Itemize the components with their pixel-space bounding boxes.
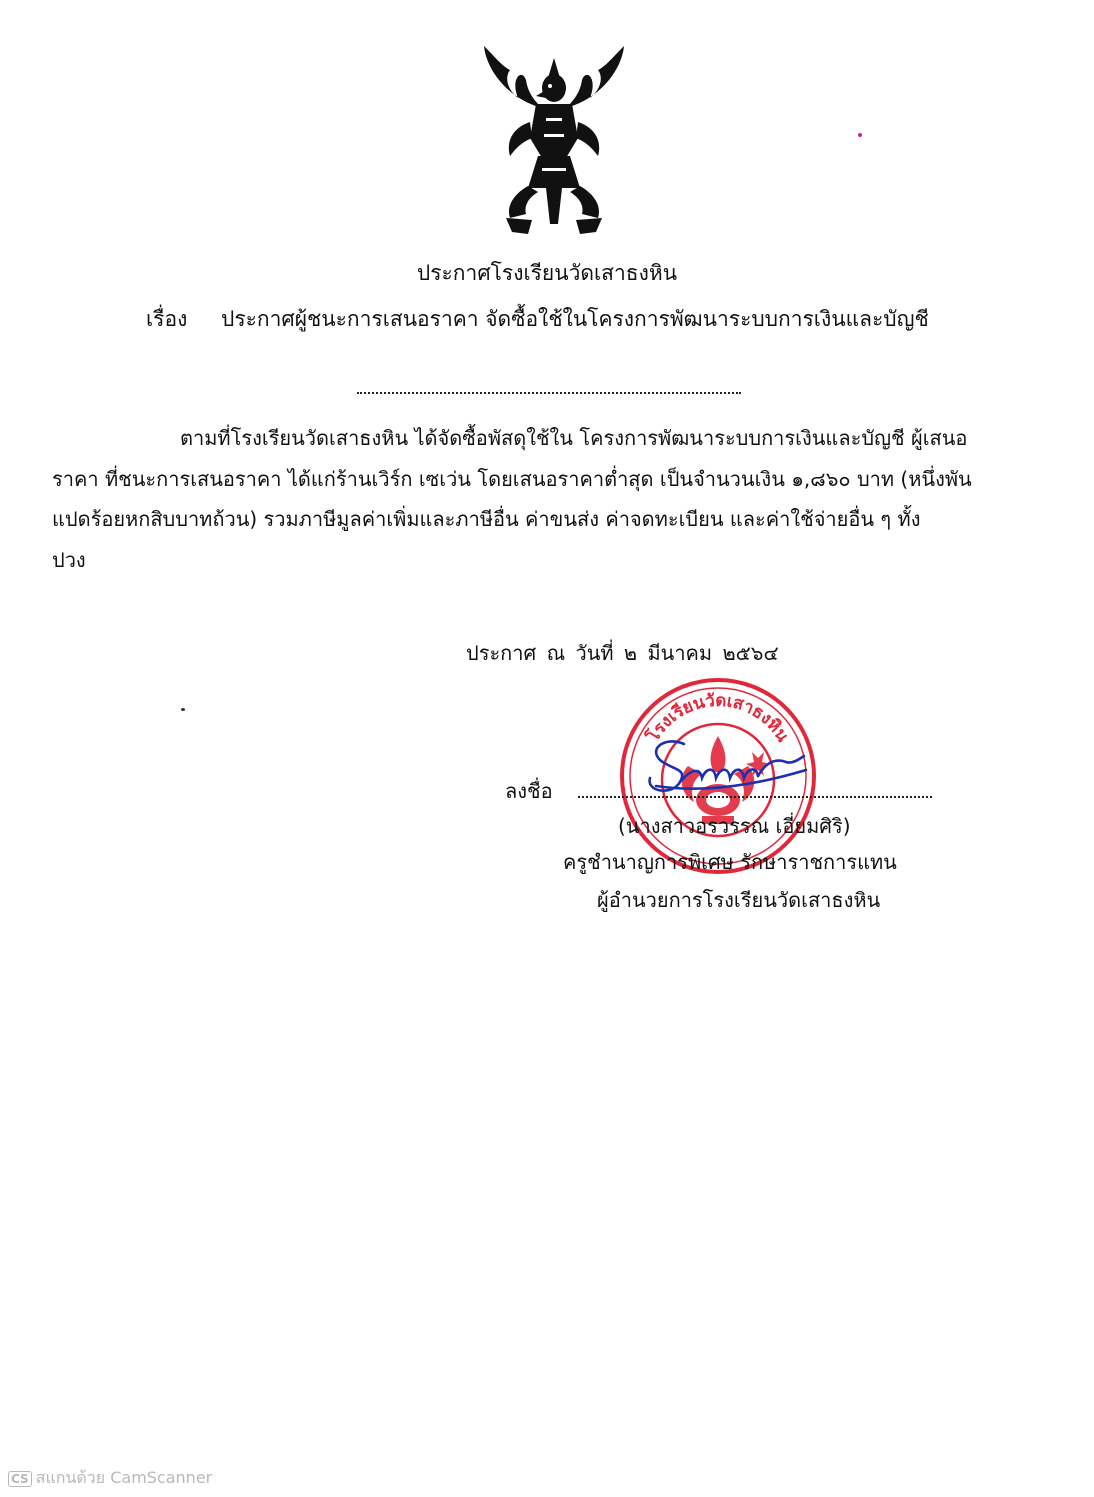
document-title: ประกาศโรงเรียนวัดเสาธงหิน [416, 261, 678, 285]
handwritten-signature [636, 722, 836, 812]
camscanner-watermark [8, 1466, 212, 1491]
subject-line [146, 302, 929, 336]
dotted-divider [357, 392, 741, 394]
camscanner-logo-icon: CS [8, 1471, 32, 1487]
watermark-text: สแกนด้วย CamScanner [35, 1468, 213, 1487]
signer-acting-for: ผู้อำนวยการโรงเรียนวัดเสาธงหิน [597, 888, 881, 912]
body-line: ตามที่โรงเรียนวัดเสาธงหิน ได้จัดซื้อพัสดุใช้ใน โครงการพัฒนาระบบการเงินและบัญชี ผู้เสนอ [180, 426, 968, 450]
announcement-date: ประกาศ ณ วันที่ ๒ มีนาคม ๒๕๖๔ [466, 641, 779, 665]
signer-position: ครูชำนาญการพิเศษ รักษาราชการแทน [563, 850, 897, 874]
body-line: แปดร้อยหกสิบบาทถ้วน) รวมภาษีมูลค่าเพิ่มและภาษีอื่น ค่าขนส่ง ค่าจดทะเบียน และค่าใช้จ่ายอื่น ๆ ทั้ง [52, 507, 921, 531]
sign-label: ลงชื่อ [505, 779, 553, 803]
subject-label: เรื่อง [146, 307, 188, 331]
signer-name: (นางสาวอรวรรณ เอี่ยมศิริ) [618, 814, 851, 838]
body-line: ราคา ที่ชนะการเสนอราคา ได้แก่ร้านเวิร์ก เซเว่น โดยเสนอราคาต่ำสุด เป็นจำนวนเงิน ๑,๘๖๐ บาท (หนึ่งพัน [52, 466, 972, 491]
garuda-emblem-icon [466, 38, 642, 238]
scan-speck [181, 708, 185, 711]
body-line: ปวง [52, 547, 86, 572]
subject-text: ประกาศผู้ชนะการเสนอราคา จัดซื้อใช้ในโครงการพัฒนาระบบการเงินและบัญชี [221, 307, 929, 331]
body-paragraph [52, 418, 1002, 580]
seal-text: โรงเรียนวัดเสาธงหิน [643, 690, 793, 746]
scan-speck [858, 133, 862, 137]
